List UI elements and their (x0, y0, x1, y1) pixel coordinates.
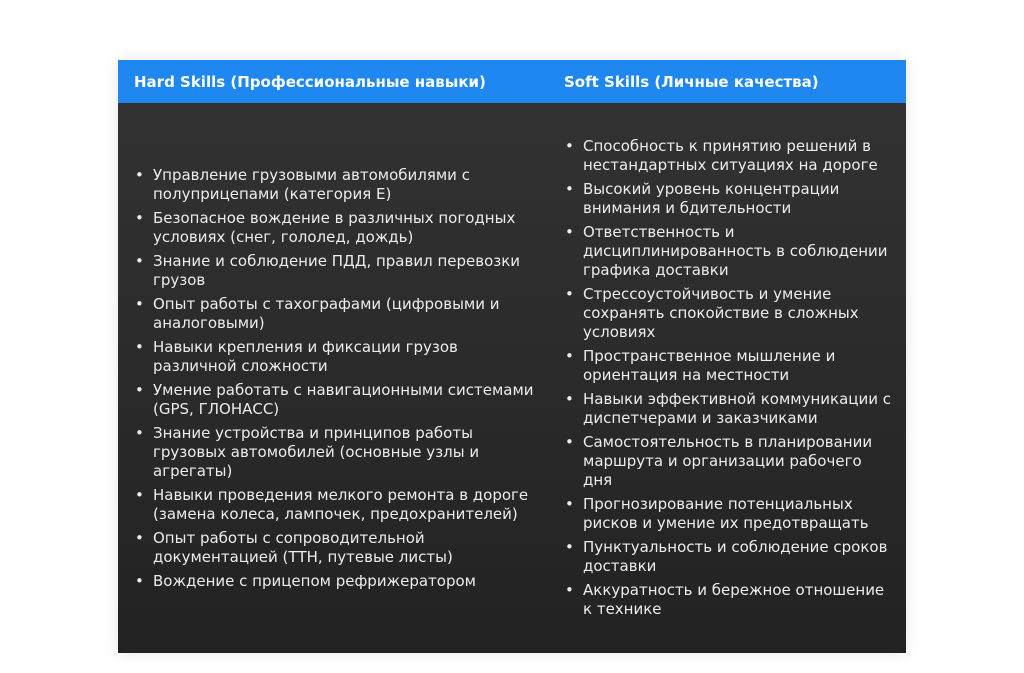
soft-skill-item (564, 390, 894, 428)
hard-skill-item (134, 381, 540, 419)
soft-skill-item (564, 347, 894, 385)
soft-skill-item (564, 581, 894, 619)
bullet-icon: • (135, 571, 144, 590)
hard-skill-text: Знание устройства и принципов работы грузовых автомобилей (основные узлы и агрегаты) (153, 423, 480, 480)
soft-skill-text: Самостоятельность в планировании маршрута и организации рабочего дня (583, 433, 873, 489)
soft-skill-item (564, 285, 894, 342)
soft-skill-text: Аккуратность и бережное отношение к технике (583, 581, 885, 618)
hard-skill-text: Вождение с прицепом рефрижератором (153, 571, 476, 590)
bullet-icon: • (565, 390, 574, 408)
hard-skill-text: Безопасное вождение в различных погодных условиях (снег, гололед, дождь) (153, 208, 516, 246)
hard-skills-header: Hard Skills (Профессиональные навыки) (134, 72, 486, 91)
table-header (118, 60, 906, 103)
soft-skill-text: Ответственность и дисциплинированность в соблюдении графика доставки (583, 223, 888, 279)
hard-skill-text: Знание и соблюдение ПДД, правил перевозки грузов (153, 251, 521, 289)
hard-skill-text: Навыки крепления и фиксации грузов различной сложности (153, 337, 458, 375)
skills-table (118, 60, 906, 653)
bullet-icon: • (565, 495, 574, 513)
table-body (118, 103, 906, 653)
hard-skill-item (134, 424, 540, 481)
hard-skill-text: Опыт работы с тахографами (цифровыми и аналоговыми) (153, 294, 500, 332)
soft-skill-item (564, 137, 894, 175)
hard-skill-text: Навыки проведения мелкого ремонта в дороге (замена колеса, лампочек, предохранителей) (153, 485, 529, 523)
soft-skill-item (564, 538, 894, 576)
bullet-icon: • (135, 337, 144, 356)
soft-skill-item (564, 495, 894, 533)
soft-skill-text: Прогнозирование потенциальных рисков и умение их предотвращать (583, 495, 869, 532)
hard-skill-item (134, 486, 540, 524)
bullet-icon: • (135, 380, 144, 399)
soft-skills-list (564, 137, 894, 619)
hard-skill-item (134, 166, 540, 204)
soft-skills-header: Soft Skills (Личные качества) (564, 72, 819, 91)
soft-skills-column (548, 103, 906, 653)
hard-skill-text: Управление грузовыми автомобилями с полуприцепами (категория Е) (153, 165, 470, 203)
bullet-icon: • (565, 538, 574, 556)
hard-skill-item (134, 572, 540, 591)
soft-skill-item (564, 180, 894, 218)
soft-skill-item (564, 433, 894, 490)
hard-skill-item (134, 529, 540, 567)
hard-skill-item (134, 338, 540, 376)
bullet-icon: • (565, 433, 574, 451)
hard-skill-text: Опыт работы с сопроводительной документацией (ТТН, путевые листы) (153, 528, 453, 566)
bullet-icon: • (565, 285, 574, 303)
soft-skill-text: Способность к принятию решений в нестандартных ситуациях на дороге (583, 137, 878, 174)
soft-skill-text: Пунктуальность и соблюдение сроков доставки (583, 538, 888, 575)
soft-skill-item (564, 223, 894, 280)
hard-skills-list (134, 166, 540, 591)
hard-skill-text: Умение работать с навигационными системами (GPS, ГЛОНАСС) (153, 380, 534, 418)
hard-skill-item (134, 209, 540, 247)
hard-skill-item (134, 252, 540, 290)
soft-skill-text: Стрессоустойчивость и умение сохранять спокойствие в сложных условиях (583, 285, 859, 341)
bullet-icon: • (135, 294, 144, 313)
bullet-icon: • (565, 223, 574, 241)
bullet-icon: • (565, 581, 574, 599)
soft-skill-text: Высокий уровень концентрации внимания и бдительности (583, 180, 840, 217)
bullet-icon: • (565, 137, 574, 155)
bullet-icon: • (565, 180, 574, 198)
soft-skill-text: Навыки эффективной коммуникации с диспетчерами и заказчиками (583, 390, 892, 427)
bullet-icon: • (135, 485, 144, 504)
bullet-icon: • (135, 251, 144, 270)
hard-skills-column (118, 103, 548, 653)
soft-skill-text: Пространственное мышление и ориентация на местности (583, 347, 836, 384)
bullet-icon: • (135, 528, 144, 547)
hard-skill-item (134, 295, 540, 333)
bullet-icon: • (135, 165, 144, 184)
bullet-icon: • (565, 347, 574, 365)
bullet-icon: • (135, 208, 144, 227)
bullet-icon: • (135, 423, 144, 442)
